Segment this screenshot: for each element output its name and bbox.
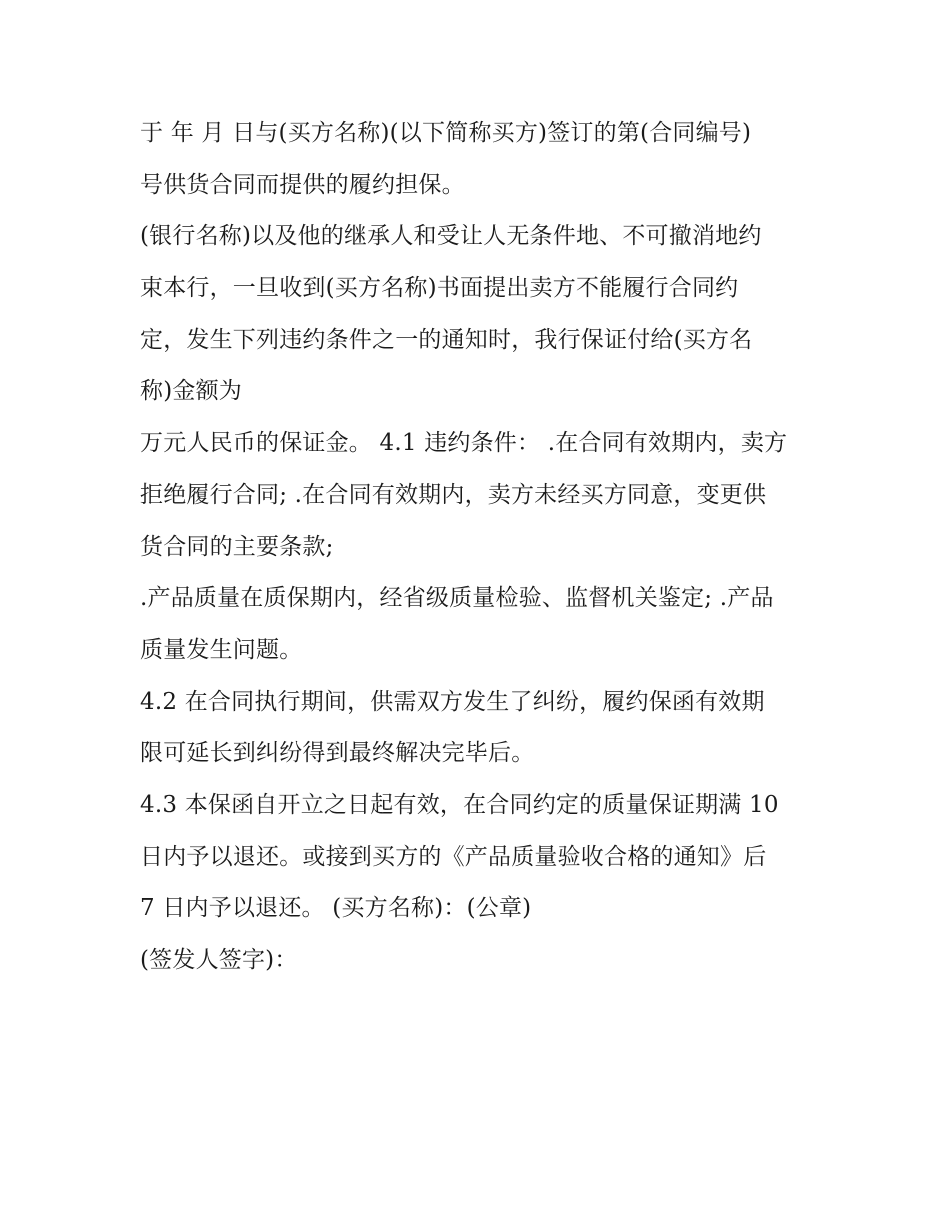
text-line: (银行名称)以及他的继承人和受让人无条件地、不可撤消地约 [140,223,762,250]
text-line: 质量发生问题。 [140,636,303,663]
text-line: 7 日内予以退还。 (买方名称)：(公章) [140,895,532,922]
text-line: 定，发生下列违约条件之一的通知时，我行保证付给(买方名 [140,326,753,353]
text-line: 4.3 本保函自开立之日起有效，在合同约定的质量保证期满 10 [140,791,779,818]
guarantee-text-body [140,108,820,987]
text-line: 4.2 在合同执行期间，供需双方发生了纠纷，履约保函有效期 [140,688,765,715]
text-line: 拒绝履行合同; .在合同有效期内，卖方未经买方同意，变更供 [140,481,767,508]
text-line: .产品质量在质保期内，经省级质量检验、监督机关鉴定; .产品 [140,585,774,612]
text-line: 货合同的主要条款; [140,533,334,560]
text-line: 号供货合同而提供的履约担保。 [140,171,465,198]
signature-line: (签发人签字)： [140,947,298,973]
text-line: 日内予以退还。或接到买方的《产品质量验收合格的通知》后 [140,843,767,870]
text-line: 限可延长到纠纷得到最终解决完毕后。 [140,740,535,767]
text-line: 称)金额为 [140,378,242,405]
text-line: 于 年 月 日与(买方名称)(以下简称买方)签订的第(合同编号) [140,120,752,146]
text-line: 束本行，一旦收到(买方名称)书面提出卖方不能履行合同约 [140,275,739,302]
text-line: 万元人民币的保证金。 4.1 违约条件： .在合同有效期内，卖方 [140,430,788,457]
